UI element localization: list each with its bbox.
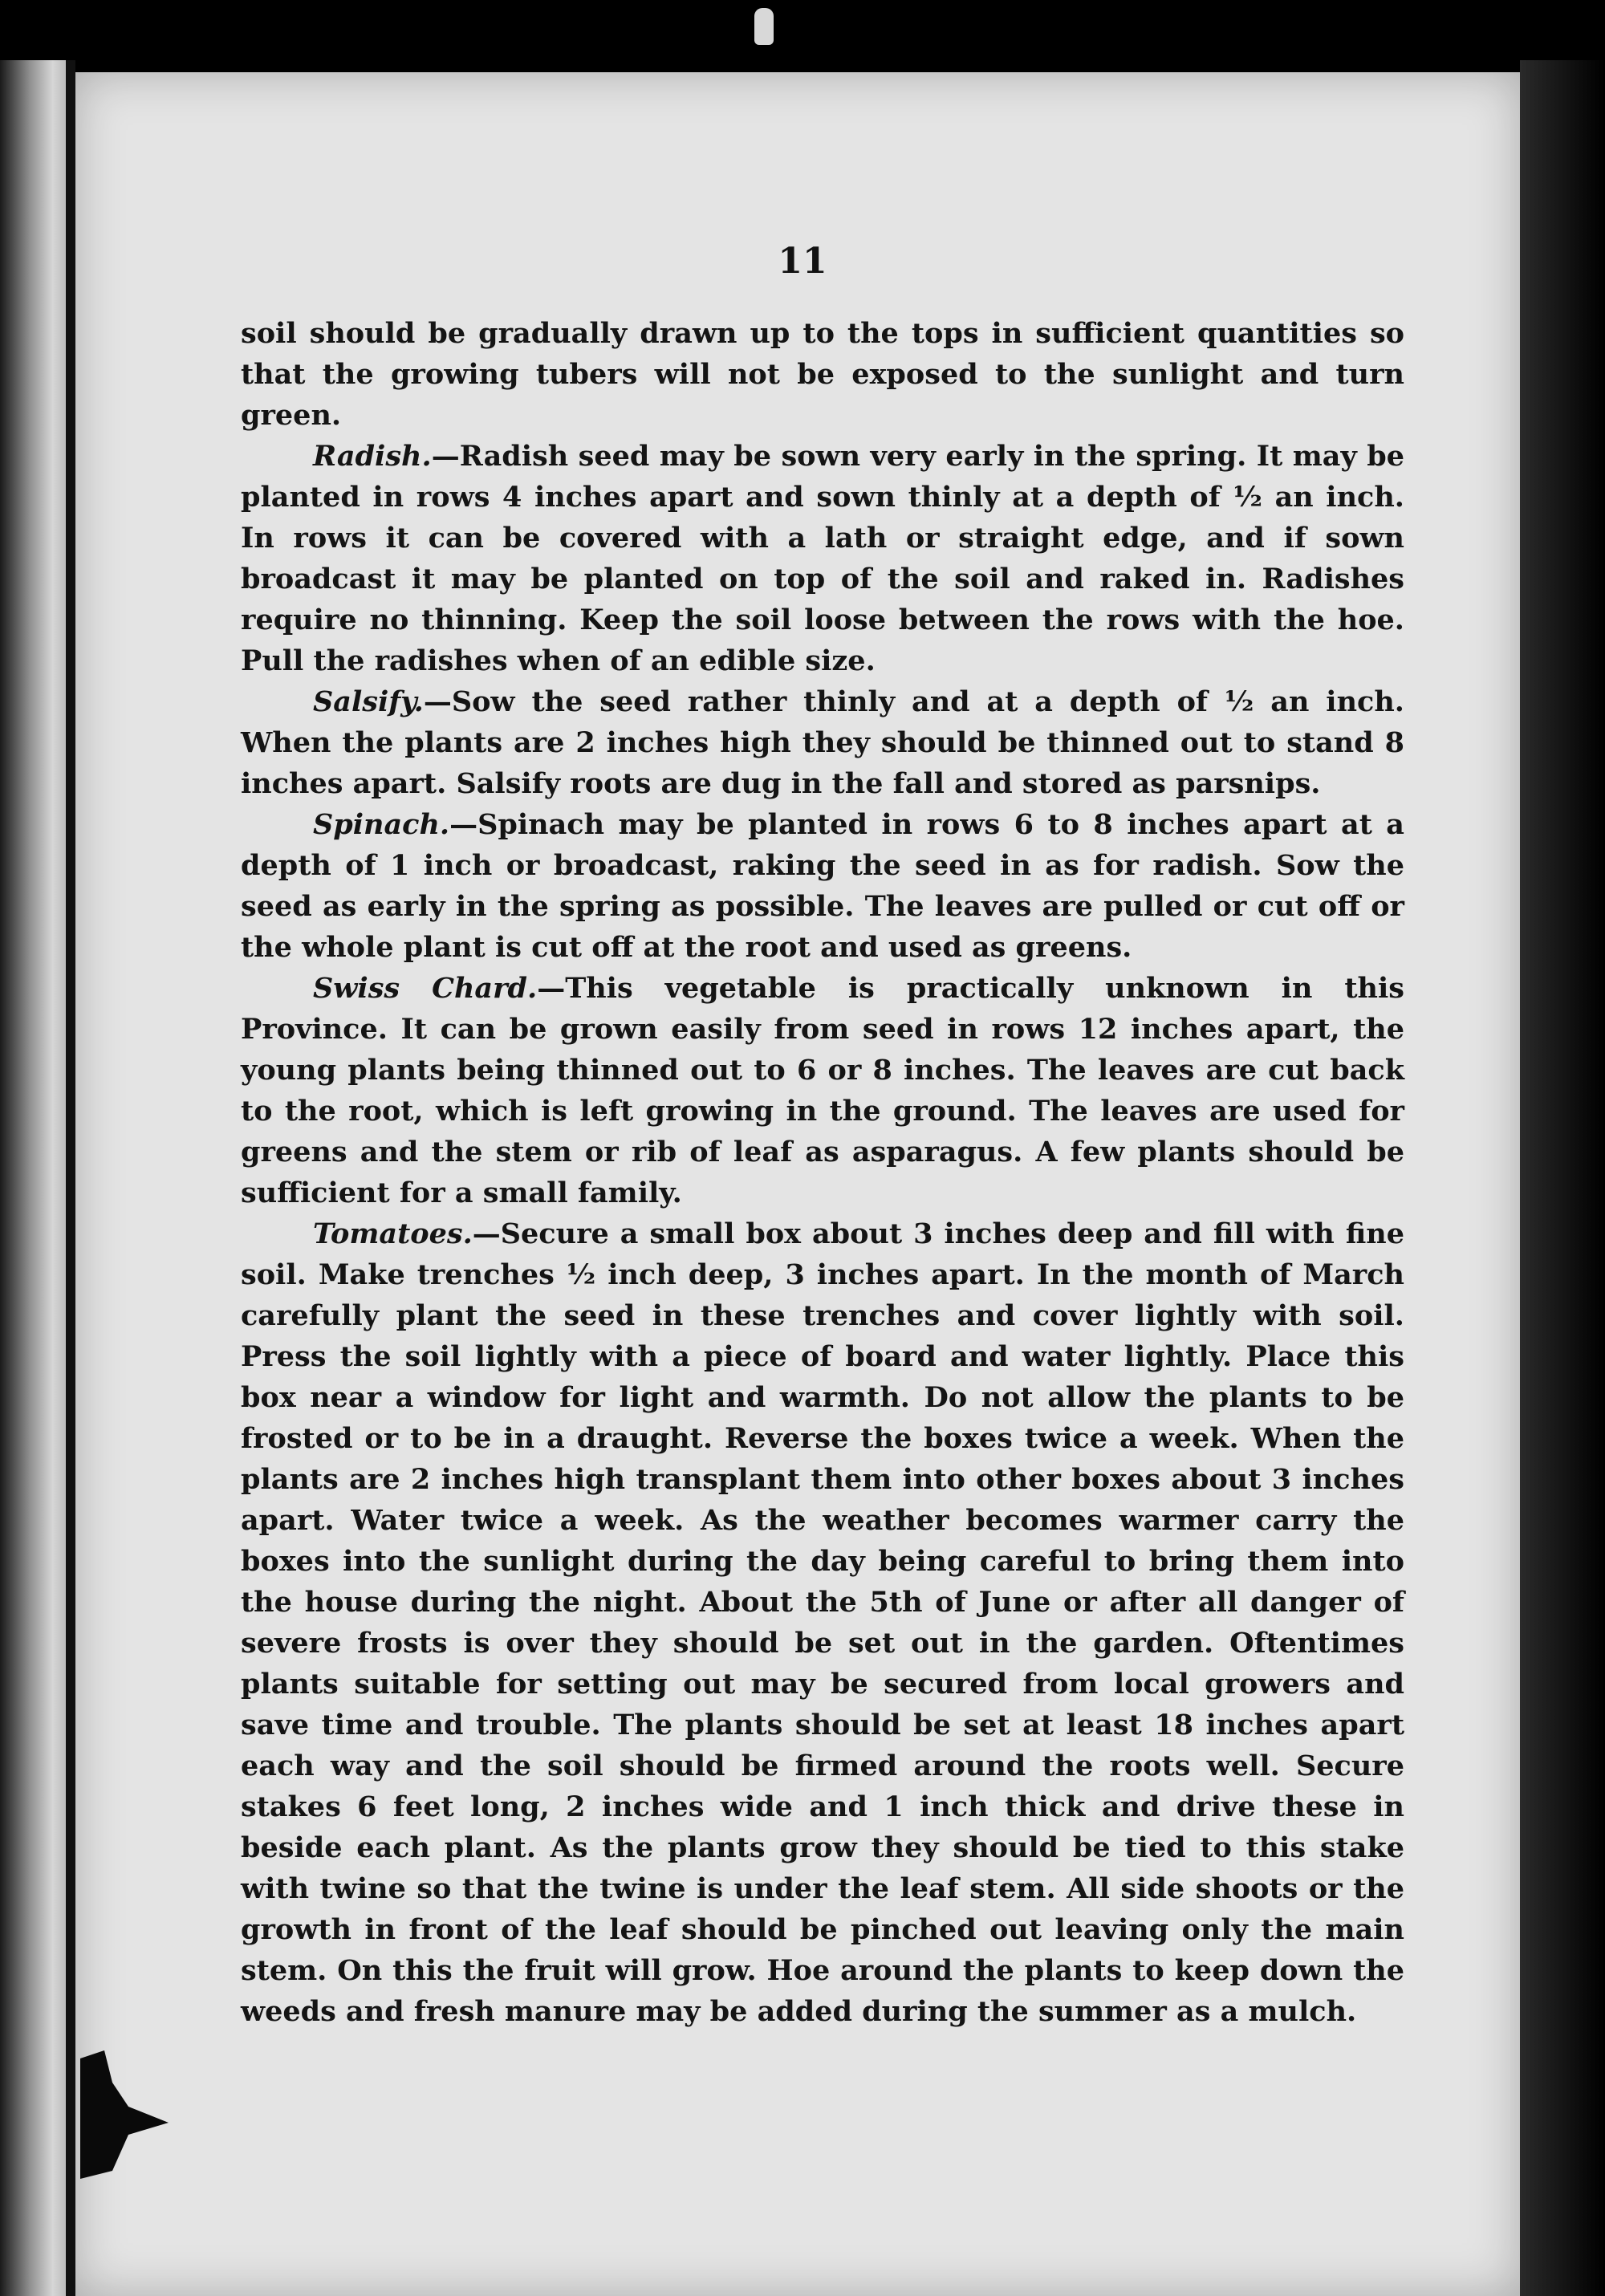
section-heading-tomatoes: Tomatoes.	[313, 1217, 473, 1250]
page-body	[241, 313, 1404, 2032]
paragraph-radish	[241, 436, 1404, 681]
paragraph-swiss-chard	[241, 968, 1404, 1213]
paragraph-text: —This vegetable is practically unknown in this Province. It can be grown easily from seed in rows 12 inches apart, the young plants being thinned out to 6 or 8 inches. The leaves are cut back to the root, which is left growing in the ground. The leaves are used for greens and the stem or rib of leaf as asparagus. A few plants should be sufficient for a small family.	[241, 972, 1405, 1209]
right-margin-shadow	[1520, 60, 1605, 2296]
page-number: 11	[778, 241, 827, 282]
binding-clip-icon	[754, 8, 774, 45]
paragraph-text: —Radish seed may be sown very early in the spring. It may be planted in rows 4 inches apart and sown thinly at a depth of ½ an inch. In rows it can be covered with a lath or straight edge, and if sown broadcast it may be planted on top of the soil and raked in. Radishes require no thinning. Keep the soil loose between the rows with the hoe. Pull the radishes when of an edible size.	[241, 440, 1404, 677]
section-heading-spinach: Spinach.	[313, 808, 450, 841]
paragraph-tomatoes	[241, 1213, 1404, 2032]
paragraph-potatoes-continued	[241, 313, 1404, 436]
paragraph-spinach	[241, 804, 1404, 968]
paragraph-text: —Sow the seed rather thinly and at a depth of ½ an inch. When the plants are 2 inches high they should be thinned out to stand 8 inches apart. Salsify roots are dug in the fall and stored as parsnips.	[241, 685, 1404, 800]
paragraph-text: —Spinach may be planted in rows 6 to 8 inches apart at a depth of 1 inch or broadcast, raking the seed in as for radish. Sow the seed as early in the spring as possible. The leaves are pulled or cut off or the whole plant is cut off at the root and used as greens.	[241, 808, 1404, 964]
paragraph-text: —Secure a small box about 3 inches deep and fill with fine soil. Make trenches ½ inch deep, 3 inches apart. In the month of March carefully plant the seed in these trenches and cover lightly with soil. Press the soil lightly with a piece of board and water lightly. Place this box near a window for light and warmth. Do not allow the plants to be frosted or to be in a draught. Reverse the boxes twice a week. When the plants are 2 inches high transplant them into other boxes about 3 inches apart. Water twice a week. As the weather becomes warmer carry the boxes into the sunlight during the day being careful to bring them into the house during the night. About the 5th of June or after all danger of severe frosts is over they should be set out in the garden. Oftentimes plants suitable for setting out may be secured from local growers and save time and trouble. The plants should be set at least 18 inches apart each way and the soil should be firmed around the roots well. Secure stakes 6 feet long, 2 inches wide and 1 inch thick and drive these in beside each plant. As the plants grow they should be tied to this stake with twine so that the twine is under the leaf stem. All side shoots or the growth in front of the leaf should be pinched out leaving only the main stem. On this the fruit will grow. Hoe around the plants to keep down the weeds and fresh manure may be added during the summer as a mulch.	[241, 1217, 1404, 2028]
paragraph-salsify	[241, 681, 1404, 804]
book-spine-edge	[0, 60, 66, 2296]
section-heading-radish: Radish.	[313, 440, 432, 473]
page-fold-shadow	[66, 60, 75, 2296]
section-heading-swiss-chard: Swiss Chard.	[313, 972, 538, 1005]
paragraph-text: soil should be gradually drawn up to the tops in sufficient quantities so that the growing tubers will not be exposed to the sunlight and turn green.	[241, 317, 1404, 432]
section-heading-salsify: Salsify.	[313, 685, 424, 718]
paper-clip-icon	[80, 2050, 177, 2179]
